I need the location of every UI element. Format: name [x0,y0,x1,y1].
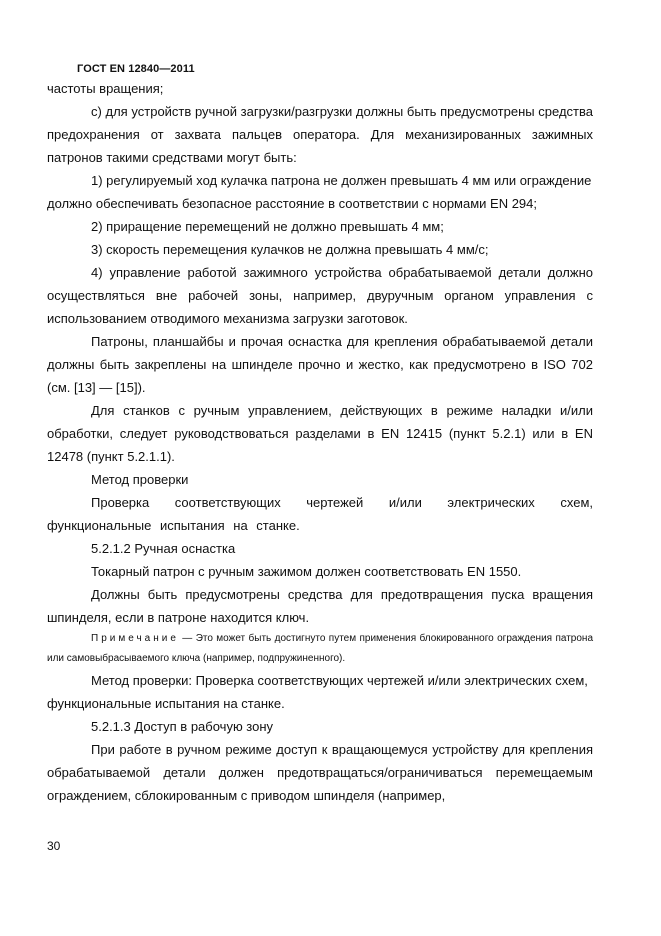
section-heading-5-2-1-2: 5.2.1.2 Ручная оснастка [91,541,236,556]
paragraph-continuation: частоты вращения; [47,81,164,96]
paragraph-subitem-4: 4) управление работой зажимного устройства обрабатываемой детали должно осуществляться вне рабочей зоны, например, двуручным органом управления с использованием отводимого механизма загрузки заготовок. [47,265,593,326]
note-text: — Это может быть достигнуто путем применения блокированного ограждения патрона или самовыбрасываемого ключа (например, подпружиненного). [47,633,594,664]
paragraph-chucks: Патроны, планшайбы и прочая оснастка для крепления обрабатываемой детали должны быть закреплены на шпинделе прочно и жестко, как предусмотрено в ISO 702 (см. [13] — [15]). [47,334,593,395]
paragraph-subitem-2: 2) приращение перемещений не должно превышать 4 мм; [91,219,444,234]
paragraph-test-method-2: Метод проверки: Проверка соответствующих чертежей и/или электрических схем, функциональные испытания на станке. [47,673,588,711]
paragraph-test-method: Проверка соответствующих чертежей и/или электрических схем, функциональные испытания на станке. [47,495,593,533]
paragraph-key-interlock: Должны быть предусмотрены средства для предотвращения пуска вращения шпинделя, если в патроне находится ключ. [47,587,593,625]
section-heading-5-2-1-3: 5.2.1.3 Доступ в рабочую зону [91,719,274,734]
body-text [47,77,593,807]
document-header: ГОСТ EN 12840—2011 [77,63,195,75]
page-number: 30 [47,839,61,853]
paragraph-subitem-1: 1) регулируемый ход кулачка патрона не должен превышать 4 мм или ограждение должно обеспечивать безопасное расстояние в соответствии с нормами EN 294; [47,173,592,211]
paragraph-subitem-3: 3) скорость перемещения кулачков не должна превышать 4 мм/с; [91,242,489,257]
paragraph-manual-machines: Для станков с ручным управлением, действующих в режиме наладки и/или обработки, следует руководствоваться разделами в EN 12415 (пункт 5.2.1) или в EN 12478 (пункт 5.2.1.1). [47,403,593,464]
paragraph-test-method-heading: Метод проверки [91,472,189,487]
note-label: Примечание [91,633,179,644]
note [47,629,593,669]
paragraph-manual-chuck: Токарный патрон с ручным зажимом должен соответствовать EN 1550. [91,564,522,579]
paragraph-work-zone-access: При работе в ручном режиме доступ к вращающемуся устройству для крепления обрабатываемой детали должен предотвращаться/ограничиваться перемещаемым ограждением, сблокированным с приводом шпинделя (например, [47,742,593,803]
paragraph-item-c: с) для устройств ручной загрузки/разгрузки должны быть предусмотрены средства предохранения от захвата пальцев оператора. Для механизированных зажимных патронов такими средствами могут быть: [47,104,593,165]
